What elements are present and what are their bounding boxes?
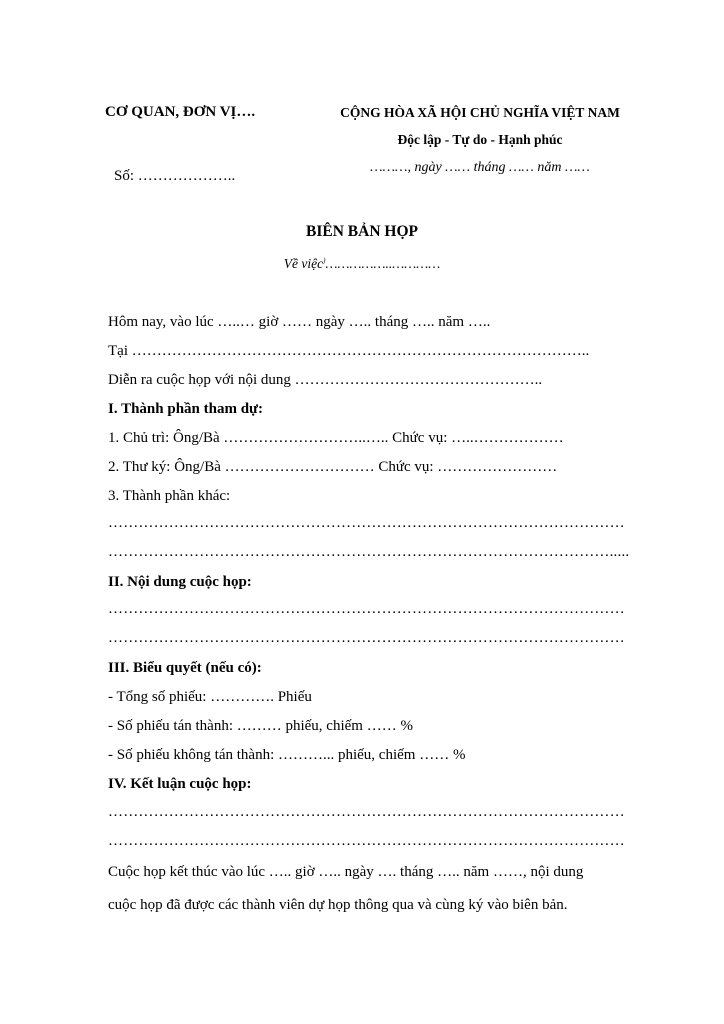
national-motto: Độc lập - Tự do - Hạnh phúc: [397, 132, 563, 147]
votes-agree-line: - Số phiếu tán thành: ……… phiếu, chiếm …… %: [108, 718, 413, 734]
document-subtitle: [0, 256, 724, 272]
dotted-fill-line: …………………………………………………………………………………………: [108, 630, 625, 646]
document-number: Số: ………………..: [114, 168, 236, 184]
meeting-content-line: Diễn ra cuộc họp với nội dung …………………………………………..: [108, 372, 543, 388]
dotted-fill-line: …………………………………………………………………………………………: [108, 804, 625, 820]
total-votes-line: - Tổng số phiếu: …………. Phiếu: [108, 689, 312, 705]
chair-line: 1. Chủ trì: Ông/Bà ………………………..….. Chức vụ: …..………………: [108, 430, 564, 446]
dotted-fill-line: …………………………………………………………………………………………: [108, 601, 625, 617]
country-name: CỘNG HÒA XÃ HỘI CHỦ NGHĨA VIỆT NAM: [340, 105, 620, 120]
meeting-place-line: Tại ………………………………………………………………………………..: [108, 343, 590, 359]
footnote-mark: ): [323, 256, 326, 265]
closing-line-1: Cuộc họp kết thúc vào lúc ….. giờ ….. ngày …. tháng ….. năm ……, nội dung: [108, 864, 584, 880]
place-date: ………, ngày …… tháng …… năm ……: [370, 160, 590, 175]
subtitle-dots: ……………..…………: [325, 256, 441, 271]
section-vote-heading: III. Biểu quyết (nếu có):: [108, 660, 262, 676]
section-attendees-heading: I. Thành phần tham dự:: [108, 401, 264, 417]
dotted-fill-line: ……………………………………………………………………………………….....: [108, 544, 630, 560]
dotted-fill-line: …………………………………………………………………………………………: [108, 833, 625, 849]
section-content-heading: II. Nội dung cuộc họp:: [108, 574, 252, 590]
dotted-fill-line: …………………………………………………………………………………………: [108, 515, 625, 531]
subtitle-text: Về việc: [283, 256, 324, 271]
closing-line-2: cuộc họp đã được các thành viên dự họp thông qua và cùng ký vào biên bản.: [108, 897, 568, 913]
section-conclusion-heading: IV. Kết luận cuộc họp:: [108, 776, 252, 792]
agency-name: CƠ QUAN, ĐƠN VỊ….: [105, 104, 256, 120]
votes-disagree-line: - Số phiếu không tán thành: ………... phiếu, chiếm …… %: [108, 747, 466, 763]
document-title: BIÊN BẢN HỌP: [306, 223, 418, 240]
meeting-time-line: Hôm nay, vào lúc …..… giờ …… ngày ….. tháng ….. năm …..: [108, 314, 491, 330]
secretary-line: 2. Thư ký: Ông/Bà ………………………… Chức vụ: ……………………: [108, 459, 558, 475]
other-attendees-line: 3. Thành phần khác:: [108, 488, 231, 504]
